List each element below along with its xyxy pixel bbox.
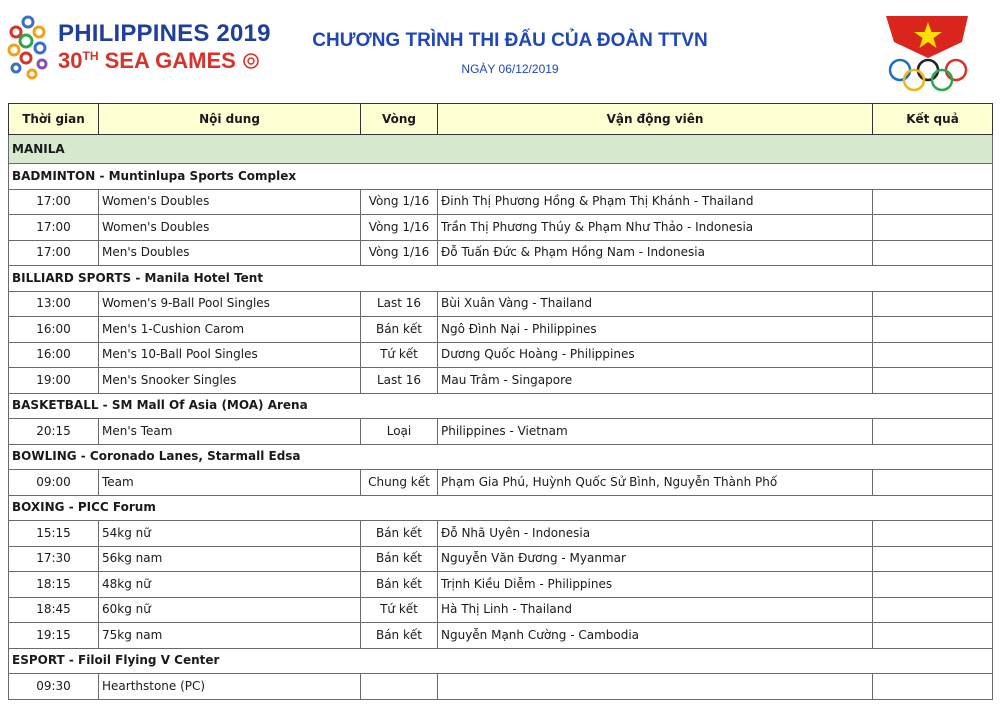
time-cell: 16:00 (9, 342, 99, 368)
sport-group-title: BASKETBALL - SM Mall Of Asia (MOA) Arena (9, 393, 993, 419)
athletes-cell: Mau Trâm - Singapore (438, 368, 873, 394)
athletes-cell: Nguyễn Mạnh Cường - Cambodia (438, 623, 873, 649)
time-cell: 13:00 (9, 291, 99, 317)
page-header (0, 0, 1000, 100)
athletes-cell: Ngô Đình Nại - Philippines (438, 317, 873, 343)
column-header: Thời gian (9, 104, 99, 135)
table-row (9, 368, 993, 394)
event-cell: 56kg nam (99, 546, 361, 572)
sport-group-row (9, 393, 993, 419)
event-cell: Team (99, 470, 361, 496)
table-row (9, 674, 993, 700)
event-cell: Men's Doubles (99, 240, 361, 266)
result-cell (873, 189, 993, 215)
result-cell (873, 317, 993, 343)
vietnam-olympic-flag-logo (882, 12, 974, 92)
event-cell: Women's Doubles (99, 189, 361, 215)
sea-games-logo-line2 (58, 48, 260, 74)
sport-group-row (9, 648, 993, 674)
time-cell: 09:30 (9, 674, 99, 700)
time-cell: 17:30 (9, 546, 99, 572)
time-cell: 18:45 (9, 597, 99, 623)
round-cell: Vòng 1/16 (361, 240, 438, 266)
result-cell (873, 597, 993, 623)
round-cell: Last 16 (361, 368, 438, 394)
sea-games-number: 30 (58, 48, 83, 73)
round-cell: Bán kết (361, 317, 438, 343)
column-header: Kết quả (873, 104, 993, 135)
athletes-cell: Đinh Thị Phương Hồng & Phạm Thị Khánh - Thailand (438, 189, 873, 215)
sport-group-title: BOWLING - Coronado Lanes, Starmall Edsa (9, 444, 993, 470)
column-header: Vòng (361, 104, 438, 135)
sea-games-ordinal: TH (82, 49, 99, 63)
round-cell: Tứ kết (361, 597, 438, 623)
table-row (9, 623, 993, 649)
round-cell: Bán kết (361, 546, 438, 572)
round-cell (361, 674, 438, 700)
time-cell: 09:00 (9, 470, 99, 496)
round-cell: Last 16 (361, 291, 438, 317)
page-date: NGÀY 06/12/2019 (461, 62, 559, 76)
event-cell: Men's 10-Ball Pool Singles (99, 342, 361, 368)
event-cell: Men's 1-Cushion Carom (99, 317, 361, 343)
athletes-cell: Hà Thị Linh - Thailand (438, 597, 873, 623)
result-cell (873, 470, 993, 496)
result-cell (873, 674, 993, 700)
round-cell: Bán kết (361, 521, 438, 547)
result-cell (873, 368, 993, 394)
column-header: Vận động viên (438, 104, 873, 135)
venue-row (9, 135, 993, 164)
result-cell (873, 419, 993, 445)
event-cell: 54kg nữ (99, 521, 361, 547)
table-row (9, 546, 993, 572)
round-cell: Vòng 1/16 (361, 215, 438, 241)
athletes-cell: Trần Thị Phương Thúy & Phạm Như Thảo - Indonesia (438, 215, 873, 241)
sea-games-logo-line1: PHILIPPINES 2019 (58, 20, 271, 47)
athletes-cell: Trịnh Kiều Diễm - Philippines (438, 572, 873, 598)
table-row (9, 240, 993, 266)
athletes-cell: Nguyễn Văn Đương - Myanmar (438, 546, 873, 572)
table-header-row (9, 104, 993, 135)
sport-group-title: BOXING - PICC Forum (9, 495, 993, 521)
time-cell: 20:15 (9, 419, 99, 445)
page-title: CHƯƠNG TRÌNH THI ĐẤU CỦA ĐOÀN TTVN (312, 30, 708, 51)
table-row (9, 572, 993, 598)
table-row (9, 291, 993, 317)
round-cell: Loại (361, 419, 438, 445)
athletes-cell: Đỗ Tuấn Đức & Phạm Hồng Nam - Indonesia (438, 240, 873, 266)
sport-group-row (9, 444, 993, 470)
round-cell: Bán kết (361, 623, 438, 649)
sport-group-row (9, 164, 993, 190)
time-cell: 15:15 (9, 521, 99, 547)
table-row (9, 419, 993, 445)
athletes-cell: Philippines - Vietnam (438, 419, 873, 445)
time-cell: 17:00 (9, 240, 99, 266)
round-cell: Tứ kết (361, 342, 438, 368)
table-row (9, 215, 993, 241)
round-cell: Bán kết (361, 572, 438, 598)
time-cell: 19:00 (9, 368, 99, 394)
athletes-cell (438, 674, 873, 700)
table-row (9, 317, 993, 343)
result-cell (873, 240, 993, 266)
result-cell (873, 342, 993, 368)
sport-group-title: ESPORT - Filoil Flying V Center (9, 648, 993, 674)
event-cell: 60kg nữ (99, 597, 361, 623)
athletes-cell: Đỗ Nhã Uyên - Indonesia (438, 521, 873, 547)
time-cell: 17:00 (9, 215, 99, 241)
sport-group-title: BADMINTON - Muntinlupa Sports Complex (9, 164, 993, 190)
sport-group-row (9, 266, 993, 292)
venue-name: MANILA (9, 135, 993, 164)
round-cell: Chung kết (361, 470, 438, 496)
time-cell: 18:15 (9, 572, 99, 598)
sea-games-name: SEA GAMES (104, 48, 236, 73)
table-row (9, 597, 993, 623)
sea-games-rings-logo (6, 12, 56, 82)
result-cell (873, 291, 993, 317)
result-cell (873, 215, 993, 241)
round-cell: Vòng 1/16 (361, 189, 438, 215)
result-cell (873, 572, 993, 598)
table-row (9, 470, 993, 496)
column-header: Nội dung (99, 104, 361, 135)
result-cell (873, 623, 993, 649)
result-cell (873, 546, 993, 572)
event-cell: Men's Snooker Singles (99, 368, 361, 394)
table-row (9, 521, 993, 547)
sport-group-title: BILLIARD SPORTS - Manila Hotel Tent (9, 266, 993, 292)
schedule-table (8, 103, 993, 700)
athletes-cell: Dương Quốc Hoàng - Philippines (438, 342, 873, 368)
time-cell: 19:15 (9, 623, 99, 649)
time-cell: 17:00 (9, 189, 99, 215)
time-cell: 16:00 (9, 317, 99, 343)
event-cell: Women's 9-Ball Pool Singles (99, 291, 361, 317)
event-cell: Women's Doubles (99, 215, 361, 241)
event-cell: 48kg nữ (99, 572, 361, 598)
athletes-cell: Phạm Gia Phú, Huỳnh Quốc Sử Bình, Nguyễn Thành Phố (438, 470, 873, 496)
athletes-cell: Bùi Xuân Vàng - Thailand (438, 291, 873, 317)
table-row (9, 342, 993, 368)
table-body (9, 135, 993, 700)
event-cell: Men's Team (99, 419, 361, 445)
sport-group-row (9, 495, 993, 521)
event-cell: Hearthstone (PC) (99, 674, 361, 700)
event-cell: 75kg nam (99, 623, 361, 649)
table-row (9, 189, 993, 215)
result-cell (873, 521, 993, 547)
